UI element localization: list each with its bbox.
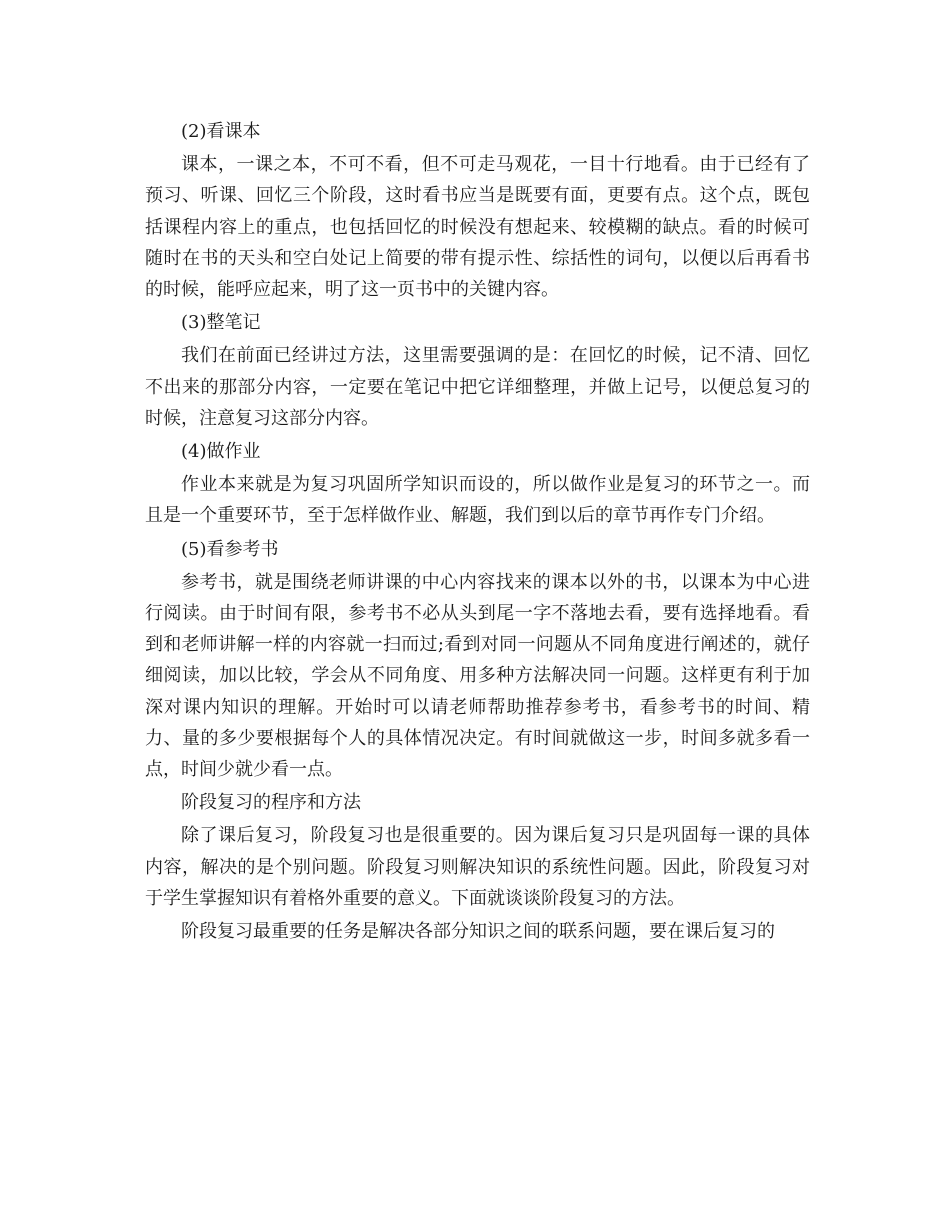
- section-heading-stage-review: 阶段复习的程序和方法: [181, 792, 361, 814]
- paragraph-stage-review-intro: 除了课后复习，阶段复习也是很重要的。因为课后复习只是巩固每一课的具体内容，解决的是个别问题。阶段复习则解决知识的系统性问题。因此，阶段复习对于学生掌握知识有着格外重要的意义。下面就谈谈阶段复习的方法。: [145, 825, 810, 909]
- section-heading-reference-books: (5)看参考书: [181, 538, 279, 560]
- document-body: [145, 116, 810, 949]
- paragraph-notes: 我们在前面已经讲过方法，这里需要强调的是：在回忆的时候，记不清、回忆不出来的那部分内容，一定要在笔记中把它详细整理，并做上记号，以便总复习的时候，注意复习这部分内容。: [145, 345, 810, 429]
- section-heading-organize-notes: (3)整笔记: [181, 312, 261, 334]
- paragraph-homework: 作业本来就是为复习巩固所学知识而设的，所以做作业是复习的环节之一。而且是一个重要环节，至于怎样做作业、解题，我们到以后的章节再作专门介绍。: [145, 474, 810, 527]
- paragraph-reference-books: 参考书，就是围绕老师讲课的中心内容找来的课本以外的书，以课本为中心进行阅读。由于时间有限，参考书不必从头到尾一字不落地去看，要有选择地看。看到和老师讲解一样的内容就一扫而过;看到对同一问题从不同角度进行阐述的，就仔细阅读，加以比较，学会从不同角度、用多种方法解决同一问题。这样更有利于加深对课内知识的理解。开始时可以请老师帮助推荐参考书，看参考书的时间、精力、量的多少要根据每个人的具体情况决定。有时间就做这一步，时间多就多看一点，时间少就少看一点。: [145, 571, 810, 781]
- section-heading-look-at-textbook: (2)看课本: [181, 121, 261, 142]
- paragraph-stage-review-task: 阶段复习最重要的任务是解决各部分知识之间的联系问题，要在课后复习的: [181, 921, 775, 943]
- paragraph-textbook: 课本，一课之本，不可不看，但不可走马观花，一目十行地看。由于已经有了预习、听课、回忆三个阶段，这时看书应当是既要有面，更要有点。这个点，既包括课程内容上的重点，也包括回忆的时候没有想起来、较模糊的缺点。看的时候可随时在书的天头和空白处记上简要的带有提示性、综括性的词句，以便以后再看书的时候，能呼应起来，明了这一页书中的关键内容。: [145, 154, 810, 301]
- section-heading-do-homework: (4)做作业: [181, 441, 261, 463]
